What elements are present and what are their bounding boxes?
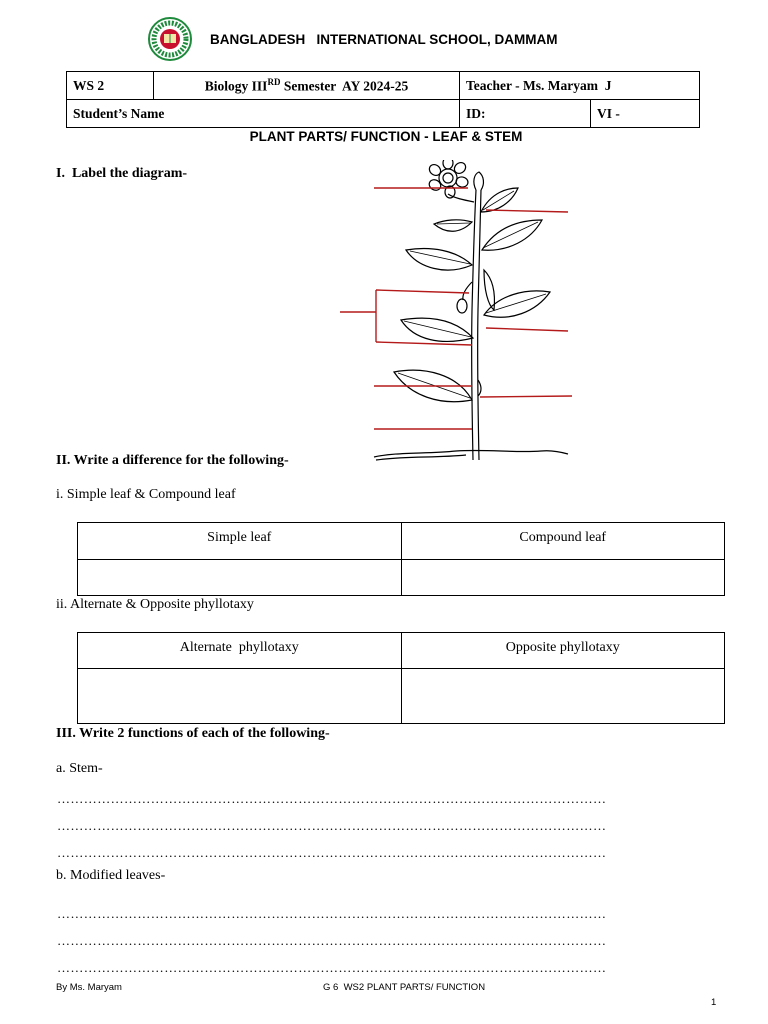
page-number: 1 <box>711 997 717 1008</box>
compound-leaf-header: Compound leaf <box>401 523 725 560</box>
plant-diagram <box>336 160 576 465</box>
leaves-answer-line-2[interactable]: …………………………………………………………………………………………………………… <box>57 933 607 948</box>
opposite-phyllotaxy-answer[interactable] <box>401 669 725 724</box>
id-field[interactable]: ID: <box>460 100 591 128</box>
subject-cell <box>154 72 460 100</box>
worksheet-title: PLANT PARTS/ FUNCTION - LEAF & STEM <box>249 129 523 144</box>
leaves-answer-line-3[interactable]: …………………………………………………………………………………………………………… <box>57 960 607 975</box>
stem-answer-line-1[interactable]: …………………………………………………………………………………………………………… <box>57 791 607 806</box>
footer-title: G 6 WS2 PLANT PARTS/ FUNCTION <box>323 982 486 993</box>
teacher-cell: Teacher - Ms. Maryam J <box>460 72 700 100</box>
simple-leaf-header: Simple leaf <box>78 523 402 560</box>
header-table <box>66 71 700 128</box>
stem-label: a. Stem- <box>56 761 103 776</box>
question-phyllotaxy: ii. Alternate & Opposite phyllotaxy <box>56 597 254 612</box>
section3-heading: III. Write 2 functions of each of the following- <box>56 726 330 741</box>
ws-cell: WS 2 <box>67 72 154 100</box>
stem-answer-line-3[interactable]: …………………………………………………………………………………………………………… <box>57 845 607 860</box>
student-name-field[interactable]: Student’s Name <box>67 100 460 128</box>
stem-answer-line-2[interactable]: …………………………………………………………………………………………………………… <box>57 818 607 833</box>
subject-rest: Semester AY 2024-25 <box>280 78 409 94</box>
footer-author: By Ms. Maryam <box>56 982 122 993</box>
section2-heading: II. Write a difference for the following- <box>56 453 289 468</box>
alternate-phyllotaxy-answer[interactable] <box>78 669 402 724</box>
simple-leaf-answer[interactable] <box>78 560 402 596</box>
leaves-answer-line-1[interactable]: …………………………………………………………………………………………………………… <box>57 906 607 921</box>
section-field[interactable]: VI - <box>591 100 700 128</box>
opposite-phyllotaxy-header: Opposite phyllotaxy <box>401 633 725 669</box>
subject-text: Biology III <box>204 78 268 94</box>
school-logo <box>148 17 192 61</box>
phyllotaxy-table <box>77 632 725 724</box>
question-simple-compound: i. Simple leaf & Compound leaf <box>56 487 236 502</box>
modified-leaves-label: b. Modified leaves- <box>56 868 166 883</box>
school-name: BANGLADESH INTERNATIONAL SCHOOL, DAMMAM <box>210 32 558 47</box>
compound-leaf-answer[interactable] <box>401 560 725 596</box>
section1-heading: I. Label the diagram- <box>56 166 188 181</box>
simple-compound-table <box>77 522 725 596</box>
subject-sup: RD <box>267 76 281 87</box>
alternate-phyllotaxy-header: Alternate phyllotaxy <box>78 633 402 669</box>
